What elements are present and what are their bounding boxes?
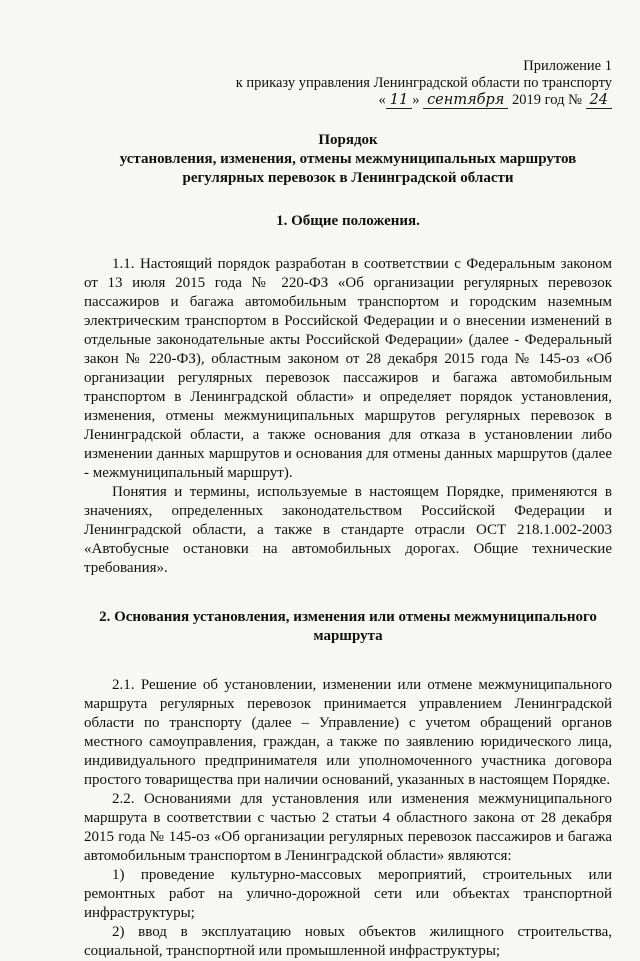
appendix-date-line: « 11 » сентября 2019 год № 24 bbox=[84, 92, 612, 109]
document-title: Порядок установления, изменения, отмены межмуниципальных маршрутов регулярных перевозок в Ленинградской области bbox=[119, 132, 577, 186]
list-item-2: 2) ввод в эксплуатацию новых объектов жилищного строительства, социальной, транспортной или промышленной инфраструктуры; bbox=[84, 924, 612, 959]
appendix-order-line: к приказу управления Ленинградской области по транспорту bbox=[235, 75, 612, 91]
paragraph-1-1: 1.1. Настоящий порядок разработан в соответствии с Федеральным законом от 13 июля 2015 года № 220-ФЗ «Об организации регулярных перевозок пассажиров и багажа автомобильным транспортом и городским наземным электрическим транспортом в Российской Федерации и о внесении изменений в отдельные законодательные акты Российской Федерации» (далее - Федеральный закон № 220-ФЗ), областным законом от 28 декабря 2015 года № 145-оз «Об организации регулярных перевозок пассажиров и багажа автомобильным транспортом в Ленинградской области» и определяет порядок установления, изменения, отмены межмуниципальных маршрутов регулярных перевозок в Ленинградской области, а также основания для отказа в установлении либо изменении данных маршрутов и основания для отмены данных маршрутов (далее - межмуниципальный маршрут). bbox=[84, 256, 612, 481]
section-1-heading: 1. Общие положения. bbox=[276, 213, 420, 229]
list-item-1: 1) проведение культурно-массовых мероприятий, строительных или ремонтных работ на улично-дорожной сети или объектах транспортной инфраструктуры; bbox=[84, 867, 612, 921]
section-2-heading: 2. Основания установления, изменения или отмены межмуниципального маршрута bbox=[99, 609, 597, 644]
handwritten-number: 24 bbox=[586, 92, 612, 109]
appendix-header bbox=[84, 58, 612, 109]
handwritten-day: 11 bbox=[386, 92, 412, 109]
paragraph-2-1: 2.1. Решение об установлении, изменении или отмене межмуниципального маршрута регулярных перевозок принимается управлением Ленинградской области по транспорту (далее – Управление) с учетом обращений органов местного самоуправления, граждан, а также по заявлению юридического лица, индивидуального предпринимателя или уполномоченного участника договора простого товарищества при наличии оснований, указанных в настоящем Порядке. bbox=[84, 677, 612, 788]
handwritten-month: сентября bbox=[423, 92, 508, 109]
appendix-line: Приложение 1 bbox=[523, 58, 612, 74]
paragraph-1-2: Понятия и термины, используемые в настоящем Порядке, применяются в значениях, определенных законодательством Российской Федерации и Ленинградской области, а также в стандарте отрасли ОСТ 218.1.002-2003 «Автобусные остановки на автомобильных дорогах. Общие технические требования». bbox=[84, 484, 612, 576]
paragraph-2-2: 2.2. Основаниями для установления или изменения межмуниципального маршрута в соответствии с частью 2 статьи 4 областного закона от 28 декабря 2015 года № 145-оз «Об организации регулярных перевозок пассажиров и багажа автомобильным транспортом в Ленинградской области» являются: bbox=[84, 791, 612, 864]
